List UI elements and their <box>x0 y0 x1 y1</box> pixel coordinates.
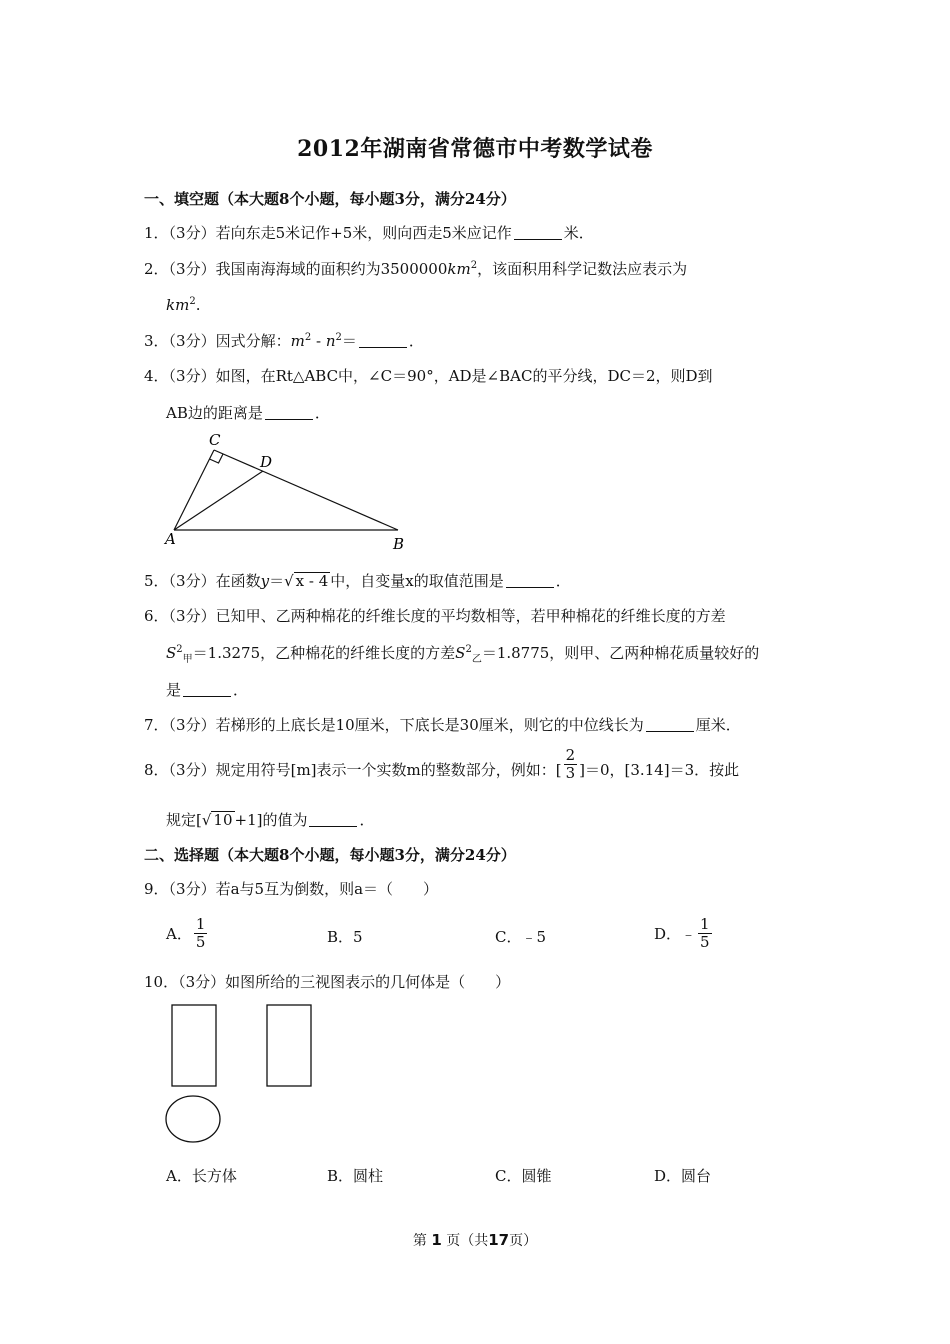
numerator: 1 <box>195 915 206 933</box>
question-6-line2 <box>166 643 759 663</box>
segment-cb <box>214 450 398 530</box>
subscript: 甲 <box>182 654 193 665</box>
option-label: A． <box>166 925 192 943</box>
numerator: 1 <box>700 915 710 933</box>
question-4-text: AB边的距离是 <box>166 404 263 422</box>
unit-km: km <box>447 260 471 278</box>
question-9: 9．（3分）若a与5互为倒数，则a＝（ ） <box>144 880 439 898</box>
question-8 <box>144 745 740 782</box>
front-view-rect <box>172 1005 216 1086</box>
option-b[interactable]: B．5 <box>327 928 363 946</box>
segment-ac <box>174 450 214 530</box>
superscript: 2 <box>470 260 478 271</box>
question-10: 10．（3分）如图所给的三视图表示的几何体是（ ） <box>144 973 511 991</box>
period: . <box>195 296 201 314</box>
question-7 <box>144 715 741 735</box>
period: ． <box>408 332 424 350</box>
question-8-text: 规定[ <box>166 811 202 829</box>
variance-text: ＝1.3275，乙种棉花的纤维长度的方差 <box>192 644 456 662</box>
minus-sign: ﹣ <box>681 925 697 943</box>
label-a: A <box>165 530 176 548</box>
footer-text: 页） <box>509 1233 538 1249</box>
answer-blank <box>646 717 694 732</box>
option-a[interactable]: A．长方体 <box>166 1167 237 1185</box>
question-1-unit: 米． <box>563 224 594 242</box>
sqrt-radicand: x - 4 <box>295 572 329 590</box>
question-4: 4．（3分）如图，在Rt△ABC中，∠C＝90°，AD是∠BAC的平分线，DC＝2，则D到 <box>144 367 713 385</box>
option-b[interactable]: B．圆柱 <box>327 1167 384 1185</box>
numerator: 2 <box>565 745 576 764</box>
period: ． <box>555 572 571 590</box>
triangle-figure <box>160 430 420 555</box>
option-c[interactable]: C．圆锥 <box>495 1167 552 1185</box>
option-d[interactable]: D．圆台 <box>654 1167 712 1185</box>
fraction <box>698 916 712 951</box>
question-5 <box>144 571 571 591</box>
question-5-text: 5．（3分）在函数 <box>144 572 261 590</box>
footer-text: 第 <box>412 1233 427 1249</box>
period: ． <box>314 404 330 422</box>
question-3 <box>144 331 424 351</box>
var-n: n <box>325 332 336 350</box>
question-2-text: 2．（3分）我国南海海域的面积约为3500000 <box>144 260 448 278</box>
period: ． <box>359 811 375 829</box>
question-2-line2 <box>166 295 200 315</box>
page-title: 2012年湖南省常德市中考数学试卷 <box>297 136 653 162</box>
answer-blank <box>359 333 407 348</box>
denominator: 5 <box>700 933 710 951</box>
fraction <box>194 916 208 951</box>
var-s: S <box>455 644 466 662</box>
superscript: 2 <box>304 332 312 343</box>
superscript: 2 <box>189 296 196 307</box>
option-label: D． <box>654 925 682 943</box>
var-y: y <box>260 572 270 590</box>
answer-blank <box>506 573 554 588</box>
answer-blank <box>514 225 562 240</box>
answer-blank <box>265 405 313 420</box>
answer-blank <box>183 682 231 697</box>
minus-sign: - <box>311 332 326 350</box>
equals-sign: ＝ <box>269 572 285 590</box>
question-4-line2 <box>166 403 330 423</box>
question-2-text-tail: ，该面积用科学记数法应表示为 <box>477 260 688 278</box>
question-1-text: 1．（3分）若向东走5米记作+5米，则向西走5米应记作 <box>144 224 512 242</box>
segment-ad <box>174 471 263 530</box>
question-7-unit: 厘米． <box>695 716 741 734</box>
question-2 <box>144 259 687 279</box>
question-6-line3 <box>166 680 248 700</box>
section-heading-fill-in: 一、填空题（本大题8个小题，每小题3分，满分24分） <box>144 190 516 208</box>
footer-text: 页（共 <box>446 1233 489 1249</box>
label-b: B <box>393 535 405 553</box>
total-pages: 17 <box>488 1231 510 1249</box>
superscript: 2 <box>176 644 183 655</box>
superscript: 2 <box>465 644 472 655</box>
denominator: 3 <box>565 763 576 782</box>
question-8-line2 <box>166 810 375 830</box>
question-6-text: 是 <box>166 681 182 699</box>
variance-text: ＝1.8775，则甲、乙两种棉花质量较好的 <box>481 644 760 662</box>
top-view-circle <box>166 1096 220 1142</box>
page-footer <box>0 1230 950 1250</box>
answer-blank <box>309 812 357 827</box>
question-8-text-tail: ]＝0，[3.14]＝3．按此 <box>579 761 740 779</box>
question-6: 6．（3分）已知甲、乙两种棉花的纤维长度的平均数相等，若甲种棉花的纤维长度的方差 <box>144 607 726 625</box>
question-7-text: 7．（3分）若梯形的上底长是10厘米，下底长是30厘米，则它的中位线长为 <box>144 716 644 734</box>
label-d: D <box>260 453 273 471</box>
page-number: 1 <box>431 1231 442 1249</box>
unit-km: km <box>166 296 190 314</box>
label-c: C <box>209 431 221 449</box>
option-d[interactable] <box>654 916 714 951</box>
question-8-text: 8．（3分）规定用符号[m]表示一个实数m的整数部分，例如：[ <box>144 761 562 779</box>
question-1 <box>144 223 594 243</box>
var-s: S <box>166 644 177 662</box>
equals-sign: ＝ <box>341 332 357 350</box>
side-view-rect <box>267 1005 311 1086</box>
three-view-figure <box>160 1000 330 1150</box>
denominator: 5 <box>195 933 206 951</box>
sqrt-symbol: √ <box>201 811 212 829</box>
sqrt-radicand: 10 <box>213 811 233 829</box>
question-8-text-mid: +1]的值为 <box>234 811 308 829</box>
sqrt-symbol: √ <box>284 572 294 590</box>
subscript: 乙 <box>471 654 482 665</box>
question-5-text-tail: 中，自变量x的取值范围是 <box>330 572 504 590</box>
question-3-text: 3．（3分）因式分解： <box>144 332 291 350</box>
section-heading-multiple-choice: 二、选择题（本大题8个小题，每小题3分，满分24分） <box>144 846 516 864</box>
var-m: m <box>290 332 305 350</box>
period: ． <box>233 681 249 699</box>
superscript: 2 <box>335 332 342 343</box>
option-c[interactable]: C．﹣5 <box>495 928 547 946</box>
option-a[interactable] <box>166 916 209 951</box>
fraction <box>564 747 578 782</box>
